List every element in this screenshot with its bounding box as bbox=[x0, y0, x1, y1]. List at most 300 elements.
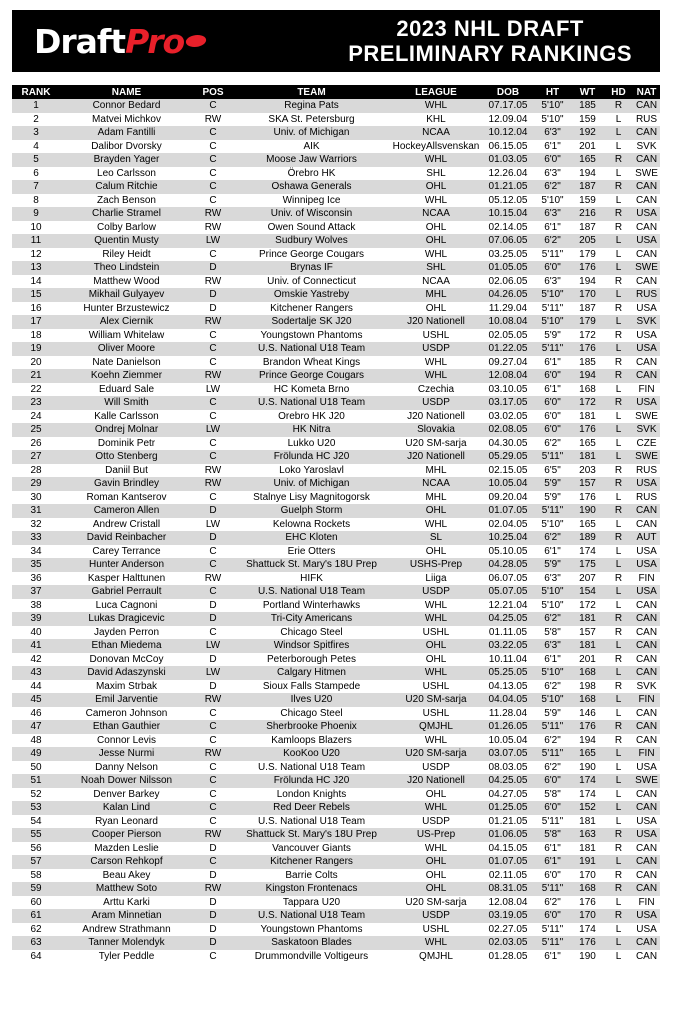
cell-team: Örebro HK bbox=[233, 167, 390, 181]
cell-team: Tri-City Americans bbox=[233, 612, 390, 626]
cell-rank: 64 bbox=[12, 950, 60, 964]
cell-hd: R bbox=[604, 153, 633, 167]
cell-league: WHL bbox=[390, 666, 482, 680]
table-row bbox=[12, 126, 660, 140]
cell-dob: 04.25.05 bbox=[482, 612, 534, 626]
cell-hd: R bbox=[604, 504, 633, 518]
cell-rank: 5 bbox=[12, 153, 60, 167]
table-row bbox=[12, 585, 660, 599]
table-row bbox=[12, 383, 660, 397]
cell-name: Cameron Johnson bbox=[60, 707, 193, 721]
cell-pos: RW bbox=[193, 464, 233, 478]
cell-dob: 03.17.05 bbox=[482, 396, 534, 410]
cell-rank: 47 bbox=[12, 720, 60, 734]
cell-ht: 6'1" bbox=[534, 855, 571, 869]
cell-pos: RW bbox=[193, 221, 233, 235]
cell-pos: RW bbox=[193, 477, 233, 491]
table-row bbox=[12, 950, 660, 964]
table-row bbox=[12, 747, 660, 761]
rankings-table bbox=[12, 85, 660, 963]
cell-wt: 174 bbox=[571, 788, 604, 802]
cell-dob: 01.07.05 bbox=[482, 504, 534, 518]
cell-name: Will Smith bbox=[60, 396, 193, 410]
cell-wt: 190 bbox=[571, 950, 604, 964]
cell-name: Gavin Brindley bbox=[60, 477, 193, 491]
cell-wt: 185 bbox=[571, 356, 604, 370]
table-row bbox=[12, 140, 660, 154]
cell-hd: L bbox=[604, 599, 633, 613]
cell-rank: 63 bbox=[12, 936, 60, 950]
cell-hd: L bbox=[604, 248, 633, 262]
cell-rank: 32 bbox=[12, 518, 60, 532]
cell-ht: 5'9" bbox=[534, 558, 571, 572]
cell-nat: CAN bbox=[633, 126, 660, 140]
cell-pos: C bbox=[193, 329, 233, 343]
cell-rank: 61 bbox=[12, 909, 60, 923]
table-row bbox=[12, 626, 660, 640]
cell-team: Sioux Falls Stampede bbox=[233, 680, 390, 694]
cell-name: Beau Akey bbox=[60, 869, 193, 883]
table-row bbox=[12, 491, 660, 505]
cell-dob: 01.21.05 bbox=[482, 815, 534, 829]
cell-nat: FIN bbox=[633, 693, 660, 707]
cell-team: Univ. of Connecticut bbox=[233, 275, 390, 289]
cell-nat: CAN bbox=[633, 639, 660, 653]
cell-pos: D bbox=[193, 653, 233, 667]
cell-pos: C bbox=[193, 396, 233, 410]
cell-pos: C bbox=[193, 450, 233, 464]
cell-nat: CAN bbox=[633, 504, 660, 518]
column-header-dob: DOB bbox=[482, 85, 534, 99]
cell-nat: AUT bbox=[633, 531, 660, 545]
cell-nat: CAN bbox=[633, 707, 660, 721]
cell-rank: 1 bbox=[12, 99, 60, 113]
cell-nat: RUS bbox=[633, 464, 660, 478]
table-row bbox=[12, 788, 660, 802]
cell-wt: 174 bbox=[571, 774, 604, 788]
cell-nat: SVK bbox=[633, 140, 660, 154]
cell-league: USDP bbox=[390, 342, 482, 356]
cell-wt: 181 bbox=[571, 815, 604, 829]
cell-team: Prince George Cougars bbox=[233, 369, 390, 383]
column-header-pos: POS bbox=[193, 85, 233, 99]
cell-nat: CAN bbox=[633, 855, 660, 869]
table-row bbox=[12, 923, 660, 937]
cell-rank: 19 bbox=[12, 342, 60, 356]
cell-wt: 175 bbox=[571, 558, 604, 572]
cell-league: OHL bbox=[390, 882, 482, 896]
cell-dob: 11.28.04 bbox=[482, 707, 534, 721]
table-row bbox=[12, 828, 660, 842]
cell-league: OHL bbox=[390, 855, 482, 869]
cell-dob: 10.25.04 bbox=[482, 531, 534, 545]
table-row bbox=[12, 936, 660, 950]
cell-hd: L bbox=[604, 585, 633, 599]
cell-dob: 05.12.05 bbox=[482, 194, 534, 208]
cell-team: U.S. National U18 Team bbox=[233, 761, 390, 775]
cell-ht: 6'2" bbox=[534, 612, 571, 626]
table-header-row bbox=[12, 85, 660, 99]
cell-rank: 3 bbox=[12, 126, 60, 140]
cell-league: USHL bbox=[390, 707, 482, 721]
cell-nat: SWE bbox=[633, 450, 660, 464]
cell-pos: C bbox=[193, 126, 233, 140]
table-row bbox=[12, 99, 660, 113]
cell-league: US-Prep bbox=[390, 828, 482, 842]
cell-team: Omskie Yastreby bbox=[233, 288, 390, 302]
cell-team: Barrie Colts bbox=[233, 869, 390, 883]
table-row bbox=[12, 356, 660, 370]
cell-rank: 21 bbox=[12, 369, 60, 383]
cell-pos: D bbox=[193, 896, 233, 910]
cell-team: Youngstown Phantoms bbox=[233, 329, 390, 343]
cell-hd: R bbox=[604, 369, 633, 383]
cell-ht: 6'0" bbox=[534, 774, 571, 788]
cell-rank: 17 bbox=[12, 315, 60, 329]
cell-nat: CZE bbox=[633, 437, 660, 451]
table-row bbox=[12, 167, 660, 181]
table-row bbox=[12, 545, 660, 559]
cell-league: KHL bbox=[390, 113, 482, 127]
cell-dob: 01.11.05 bbox=[482, 626, 534, 640]
cell-wt: 146 bbox=[571, 707, 604, 721]
cell-wt: 191 bbox=[571, 855, 604, 869]
cell-name: Otto Stenberg bbox=[60, 450, 193, 464]
cell-rank: 7 bbox=[12, 180, 60, 194]
cell-dob: 10.15.04 bbox=[482, 207, 534, 221]
cell-hd: L bbox=[604, 410, 633, 424]
cell-nat: CAN bbox=[633, 842, 660, 856]
cell-wt: 165 bbox=[571, 153, 604, 167]
cell-pos: C bbox=[193, 788, 233, 802]
cell-wt: 179 bbox=[571, 315, 604, 329]
cell-team: U.S. National U18 Team bbox=[233, 342, 390, 356]
column-header-nat: NAT bbox=[633, 85, 660, 99]
cell-ht: 6'0" bbox=[534, 909, 571, 923]
cell-league: WHL bbox=[390, 248, 482, 262]
cell-name: Dominik Petr bbox=[60, 437, 193, 451]
cell-rank: 13 bbox=[12, 261, 60, 275]
column-header-name: NAME bbox=[60, 85, 193, 99]
cell-league: J20 Nationell bbox=[390, 450, 482, 464]
cell-nat: SWE bbox=[633, 261, 660, 275]
cell-name: Tyler Peddle bbox=[60, 950, 193, 964]
cell-league: U20 SM-sarja bbox=[390, 896, 482, 910]
cell-ht: 5'10" bbox=[534, 194, 571, 208]
cell-hd: R bbox=[604, 302, 633, 316]
cell-name: Matthew Soto bbox=[60, 882, 193, 896]
cell-wt: 159 bbox=[571, 194, 604, 208]
cell-league: Slovakia bbox=[390, 423, 482, 437]
cell-wt: 194 bbox=[571, 734, 604, 748]
table-row bbox=[12, 680, 660, 694]
cell-team: Saskatoon Blades bbox=[233, 936, 390, 950]
cell-ht: 5'10" bbox=[534, 599, 571, 613]
cell-dob: 04.30.05 bbox=[482, 437, 534, 451]
cell-nat: CAN bbox=[633, 788, 660, 802]
cell-wt: 168 bbox=[571, 383, 604, 397]
cell-team: Shattuck St. Mary's 18U Prep bbox=[233, 828, 390, 842]
cell-league: WHL bbox=[390, 599, 482, 613]
cell-pos: C bbox=[193, 140, 233, 154]
cell-nat: CAN bbox=[633, 221, 660, 235]
cell-team: Sodertalje SK J20 bbox=[233, 315, 390, 329]
table-row bbox=[12, 815, 660, 829]
cell-dob: 01.21.05 bbox=[482, 180, 534, 194]
cell-team: Kamloops Blazers bbox=[233, 734, 390, 748]
cell-dob: 11.29.04 bbox=[482, 302, 534, 316]
cell-name: Emil Jarventie bbox=[60, 693, 193, 707]
cell-wt: 176 bbox=[571, 491, 604, 505]
cell-name: Dalibor Dvorsky bbox=[60, 140, 193, 154]
cell-nat: RUS bbox=[633, 113, 660, 127]
cell-name: Daniil But bbox=[60, 464, 193, 478]
table-row bbox=[12, 477, 660, 491]
cell-hd: R bbox=[604, 842, 633, 856]
cell-nat: CAN bbox=[633, 599, 660, 613]
cell-ht: 5'11" bbox=[534, 882, 571, 896]
cell-nat: USA bbox=[633, 558, 660, 572]
cell-nat: CAN bbox=[633, 626, 660, 640]
cell-pos: LW bbox=[193, 383, 233, 397]
cell-ht: 5'11" bbox=[534, 720, 571, 734]
cell-team: Sherbrooke Phoenix bbox=[233, 720, 390, 734]
cell-hd: R bbox=[604, 221, 633, 235]
cell-team: U.S. National U18 Team bbox=[233, 396, 390, 410]
cell-name: Ethan Gauthier bbox=[60, 720, 193, 734]
cell-dob: 01.05.05 bbox=[482, 261, 534, 275]
cell-pos: RW bbox=[193, 747, 233, 761]
cell-dob: 04.25.05 bbox=[482, 774, 534, 788]
cell-wt: 185 bbox=[571, 99, 604, 113]
cell-nat: USA bbox=[633, 909, 660, 923]
cell-pos: RW bbox=[193, 275, 233, 289]
cell-rank: 56 bbox=[12, 842, 60, 856]
cell-rank: 38 bbox=[12, 599, 60, 613]
cell-league: USDP bbox=[390, 815, 482, 829]
cell-ht: 5'11" bbox=[534, 923, 571, 937]
cell-ht: 5'10" bbox=[534, 315, 571, 329]
cell-dob: 10.05.04 bbox=[482, 734, 534, 748]
cell-team: EHC Kloten bbox=[233, 531, 390, 545]
cell-rank: 33 bbox=[12, 531, 60, 545]
cell-league: SHL bbox=[390, 167, 482, 181]
cell-league: SHL bbox=[390, 261, 482, 275]
cell-hd: R bbox=[604, 329, 633, 343]
cell-name: Alex Ciernik bbox=[60, 315, 193, 329]
cell-team: U.S. National U18 Team bbox=[233, 815, 390, 829]
cell-rank: 15 bbox=[12, 288, 60, 302]
cell-ht: 5'9" bbox=[534, 491, 571, 505]
cell-pos: C bbox=[193, 545, 233, 559]
cell-nat: USA bbox=[633, 761, 660, 775]
cell-ht: 6'0" bbox=[534, 410, 571, 424]
cell-name: Aram Minnetian bbox=[60, 909, 193, 923]
cell-wt: 181 bbox=[571, 842, 604, 856]
cell-rank: 16 bbox=[12, 302, 60, 316]
cell-wt: 194 bbox=[571, 275, 604, 289]
cell-rank: 59 bbox=[12, 882, 60, 896]
cell-league: MHL bbox=[390, 464, 482, 478]
puck-icon bbox=[185, 35, 208, 47]
cell-team: HC Kometa Brno bbox=[233, 383, 390, 397]
cell-hd: L bbox=[604, 936, 633, 950]
table-row bbox=[12, 410, 660, 424]
column-header-rank: RANK bbox=[12, 85, 60, 99]
cell-league: USHL bbox=[390, 626, 482, 640]
cell-hd: L bbox=[604, 693, 633, 707]
table-row bbox=[12, 774, 660, 788]
cell-name: Arttu Karki bbox=[60, 896, 193, 910]
table-row bbox=[12, 275, 660, 289]
cell-hd: R bbox=[604, 882, 633, 896]
table-row bbox=[12, 720, 660, 734]
cell-team: Kitchener Rangers bbox=[233, 855, 390, 869]
cell-dob: 02.04.05 bbox=[482, 518, 534, 532]
draftpro-logo bbox=[34, 21, 206, 61]
cell-pos: D bbox=[193, 599, 233, 613]
cell-team: Brynas IF bbox=[233, 261, 390, 275]
cell-name: Tanner Molendyk bbox=[60, 936, 193, 950]
cell-dob: 09.20.04 bbox=[482, 491, 534, 505]
cell-hd: L bbox=[604, 315, 633, 329]
cell-league: MHL bbox=[390, 491, 482, 505]
cell-pos: C bbox=[193, 491, 233, 505]
cell-wt: 152 bbox=[571, 801, 604, 815]
cell-nat: CAN bbox=[633, 869, 660, 883]
cell-ht: 6'2" bbox=[534, 531, 571, 545]
table-row bbox=[12, 572, 660, 586]
cell-team: Calgary Hitmen bbox=[233, 666, 390, 680]
cell-rank: 28 bbox=[12, 464, 60, 478]
table-row bbox=[12, 261, 660, 275]
cell-name: Hunter Anderson bbox=[60, 558, 193, 572]
cell-ht: 5'11" bbox=[534, 450, 571, 464]
table-row bbox=[12, 423, 660, 437]
table-row bbox=[12, 666, 660, 680]
cell-nat: SWE bbox=[633, 167, 660, 181]
table-row bbox=[12, 869, 660, 883]
cell-league: WHL bbox=[390, 842, 482, 856]
cell-hd: L bbox=[604, 761, 633, 775]
cell-hd: L bbox=[604, 747, 633, 761]
cell-hd: L bbox=[604, 923, 633, 937]
cell-ht: 5'11" bbox=[534, 248, 571, 262]
cell-pos: C bbox=[193, 153, 233, 167]
cell-name: Ondrej Molnar bbox=[60, 423, 193, 437]
cell-name: David Reinbacher bbox=[60, 531, 193, 545]
cell-team: HIFK bbox=[233, 572, 390, 586]
cell-wt: 187 bbox=[571, 302, 604, 316]
cell-dob: 03.07.05 bbox=[482, 747, 534, 761]
cell-hd: R bbox=[604, 572, 633, 586]
cell-ht: 5'8" bbox=[534, 828, 571, 842]
header-banner bbox=[12, 10, 660, 72]
cell-team: Frölunda HC J20 bbox=[233, 450, 390, 464]
cell-wt: 201 bbox=[571, 140, 604, 154]
cell-hd: R bbox=[604, 653, 633, 667]
cell-name: Cameron Allen bbox=[60, 504, 193, 518]
cell-wt: 168 bbox=[571, 666, 604, 680]
cell-ht: 5'10" bbox=[534, 288, 571, 302]
cell-name: Kalle Carlsson bbox=[60, 410, 193, 424]
cell-rank: 14 bbox=[12, 275, 60, 289]
cell-nat: CAN bbox=[633, 99, 660, 113]
cell-team: U.S. National U18 Team bbox=[233, 585, 390, 599]
cell-dob: 02.08.05 bbox=[482, 423, 534, 437]
cell-ht: 6'2" bbox=[534, 234, 571, 248]
cell-league: U20 SM-sarja bbox=[390, 747, 482, 761]
cell-rank: 49 bbox=[12, 747, 60, 761]
cell-ht: 5'9" bbox=[534, 477, 571, 491]
cell-league: USDP bbox=[390, 585, 482, 599]
cell-team: Prince George Cougars bbox=[233, 248, 390, 262]
cell-pos: D bbox=[193, 612, 233, 626]
cell-nat: USA bbox=[633, 828, 660, 842]
cell-ht: 6'0" bbox=[534, 369, 571, 383]
table-row bbox=[12, 153, 660, 167]
cell-pos: RW bbox=[193, 113, 233, 127]
cell-ht: 6'3" bbox=[534, 167, 571, 181]
cell-ht: 6'2" bbox=[534, 734, 571, 748]
cell-hd: L bbox=[604, 288, 633, 302]
cell-team: Orebro HK J20 bbox=[233, 410, 390, 424]
cell-wt: 172 bbox=[571, 396, 604, 410]
cell-team: Owen Sound Attack bbox=[233, 221, 390, 235]
cell-rank: 51 bbox=[12, 774, 60, 788]
cell-ht: 6'3" bbox=[534, 639, 571, 653]
cell-pos: D bbox=[193, 936, 233, 950]
cell-dob: 01.03.05 bbox=[482, 153, 534, 167]
cell-wt: 194 bbox=[571, 369, 604, 383]
cell-team: Red Deer Rebels bbox=[233, 801, 390, 815]
cell-pos: D bbox=[193, 302, 233, 316]
cell-name: Kalan Lind bbox=[60, 801, 193, 815]
cell-name: Calum Ritchie bbox=[60, 180, 193, 194]
cell-ht: 5'9" bbox=[534, 707, 571, 721]
cell-pos: D bbox=[193, 923, 233, 937]
cell-rank: 46 bbox=[12, 707, 60, 721]
cell-dob: 02.05.05 bbox=[482, 329, 534, 343]
cell-ht: 5'11" bbox=[534, 747, 571, 761]
cell-pos: D bbox=[193, 909, 233, 923]
cell-team: Peterborough Petes bbox=[233, 653, 390, 667]
cell-league: USDP bbox=[390, 396, 482, 410]
cell-team: Tappara U20 bbox=[233, 896, 390, 910]
table-row bbox=[12, 504, 660, 518]
cell-name: Jesse Nurmi bbox=[60, 747, 193, 761]
cell-pos: RW bbox=[193, 207, 233, 221]
cell-rank: 45 bbox=[12, 693, 60, 707]
cell-ht: 6'1" bbox=[534, 950, 571, 964]
cell-pos: C bbox=[193, 774, 233, 788]
cell-wt: 170 bbox=[571, 909, 604, 923]
cell-pos: C bbox=[193, 815, 233, 829]
cell-nat: SWE bbox=[633, 410, 660, 424]
cell-league: WHL bbox=[390, 936, 482, 950]
cell-hd: L bbox=[604, 234, 633, 248]
cell-hd: R bbox=[604, 869, 633, 883]
cell-nat: SVK bbox=[633, 680, 660, 694]
table-row bbox=[12, 653, 660, 667]
title-line-1: 2023 NHL DRAFT bbox=[396, 16, 584, 41]
cell-league: J20 Nationell bbox=[390, 410, 482, 424]
cell-name: Eduard Sale bbox=[60, 383, 193, 397]
table-row bbox=[12, 248, 660, 262]
cell-ht: 5'11" bbox=[534, 302, 571, 316]
cell-ht: 6'2" bbox=[534, 680, 571, 694]
cell-wt: 163 bbox=[571, 828, 604, 842]
